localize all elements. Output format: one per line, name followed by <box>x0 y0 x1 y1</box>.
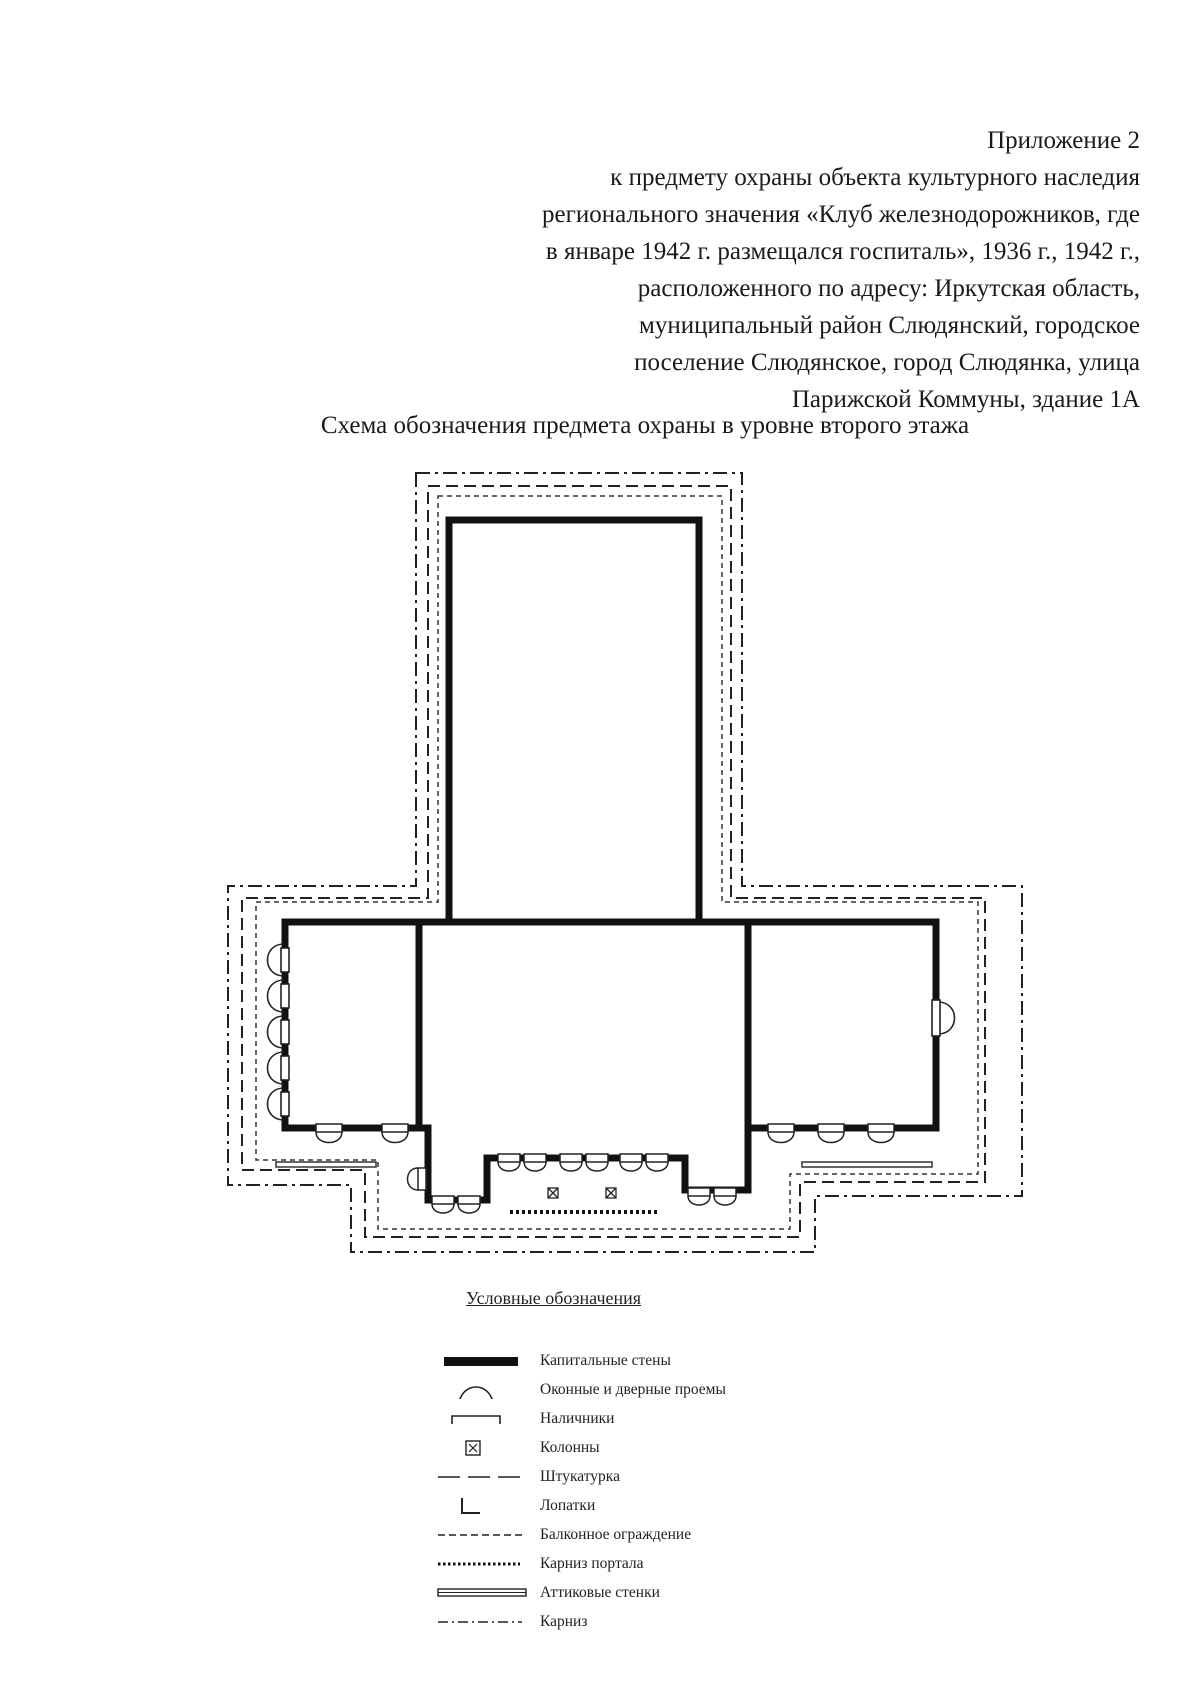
legend-item <box>436 1607 856 1636</box>
legend-label: Карниз портала <box>540 1554 644 1572</box>
window-icon <box>688 1188 710 1205</box>
legend-item <box>436 1520 856 1549</box>
header-line: Приложение 2 <box>987 127 1140 154</box>
central-block-walls <box>419 922 748 1200</box>
legend-item <box>436 1346 856 1375</box>
header-line: к предмету охраны объекта культурного наследия <box>610 164 1140 191</box>
left-wing-walls <box>285 922 419 1128</box>
cornice-symbol <box>436 1611 532 1633</box>
legend-label: Балконное ограждение <box>540 1525 692 1543</box>
attic-wall-symbol <box>436 1582 532 1604</box>
legend-item <box>436 1578 856 1607</box>
cornice-outline <box>228 473 1022 1252</box>
window-icon <box>316 1124 342 1143</box>
legend-item <box>436 1404 856 1433</box>
portal-columns <box>548 1188 616 1198</box>
platband-icon <box>281 948 289 972</box>
legend-label: Колонны <box>540 1438 600 1456</box>
window-icon <box>458 1196 480 1213</box>
window-icon <box>524 1154 546 1171</box>
legend-label: Оконные и дверные проемы <box>540 1380 726 1398</box>
platband-icon <box>281 1020 289 1044</box>
left-wall-openings <box>268 944 290 1120</box>
scheme-title: Схема обозначения предмета охраны в уровне второго этажа <box>320 412 970 439</box>
window-icon <box>432 1196 454 1213</box>
column-icon <box>606 1188 616 1198</box>
platband-icon <box>281 1092 289 1116</box>
balcony-railing-symbol <box>436 1524 532 1546</box>
header-line: муниципальный район Слюдянский, городское <box>639 312 1140 339</box>
legend-label: Аттиковые стенки <box>540 1583 660 1601</box>
attic-wall-right <box>802 1162 932 1167</box>
attic-wall-left <box>276 1162 376 1167</box>
window-icon <box>586 1154 608 1171</box>
plaster-line-symbol <box>436 1466 532 1488</box>
window-icon <box>408 1168 427 1190</box>
header-line: поселение Слюдянское, город Слюдянка, улица <box>634 349 1140 376</box>
right-wing-walls <box>748 922 936 1128</box>
window-icon <box>818 1124 844 1143</box>
window-icon <box>714 1188 736 1205</box>
platband-icon <box>281 984 289 1008</box>
window-icon <box>382 1124 408 1143</box>
tower-block-walls <box>449 520 699 922</box>
legend-item <box>436 1549 856 1578</box>
header-line: расположенного по адресу: Иркутская область, <box>637 275 1140 302</box>
column-icon <box>548 1188 558 1198</box>
legend-label: Наличники <box>540 1409 615 1427</box>
legend-label: Штукатурка <box>540 1467 620 1485</box>
balcony-railing-outline <box>256 496 978 1229</box>
platband-icon <box>932 1000 940 1036</box>
platband-symbol-icon <box>436 1408 532 1430</box>
legend-title: Условные обозначения <box>466 1288 642 1308</box>
legend-item <box>436 1375 856 1404</box>
legend <box>436 1346 856 1636</box>
window-icon <box>768 1124 794 1143</box>
legend-label: Карниз <box>540 1612 588 1630</box>
window-icon <box>498 1154 520 1171</box>
pilaster-symbol-icon <box>436 1495 532 1517</box>
window-icon <box>560 1154 582 1171</box>
right-wall-opening <box>932 1000 955 1036</box>
column-symbol-icon <box>436 1437 532 1459</box>
window-icon <box>620 1154 642 1171</box>
window-icon <box>646 1154 668 1171</box>
capital-walls <box>285 520 936 1200</box>
bottom-openings <box>316 1124 894 1213</box>
portal-cornice-symbol <box>436 1553 532 1575</box>
legend-item <box>436 1433 856 1462</box>
window-icon <box>868 1124 894 1143</box>
header-line: Парижской Коммуны, здание 1А <box>791 386 1140 413</box>
capital-wall-symbol <box>436 1350 532 1372</box>
legend-label: Лопатки <box>540 1496 596 1514</box>
header-line: регионального значения «Клуб железнодорожников, где <box>542 201 1140 228</box>
platband-icon <box>281 1056 289 1080</box>
opening-arc-icon <box>436 1379 532 1401</box>
header-line: в январе 1942 г. размещался госпиталь», 1936 г., 1942 г., <box>545 238 1140 265</box>
legend-item <box>436 1491 856 1520</box>
legend-label: Капитальные стены <box>540 1351 671 1369</box>
legend-item <box>436 1462 856 1491</box>
